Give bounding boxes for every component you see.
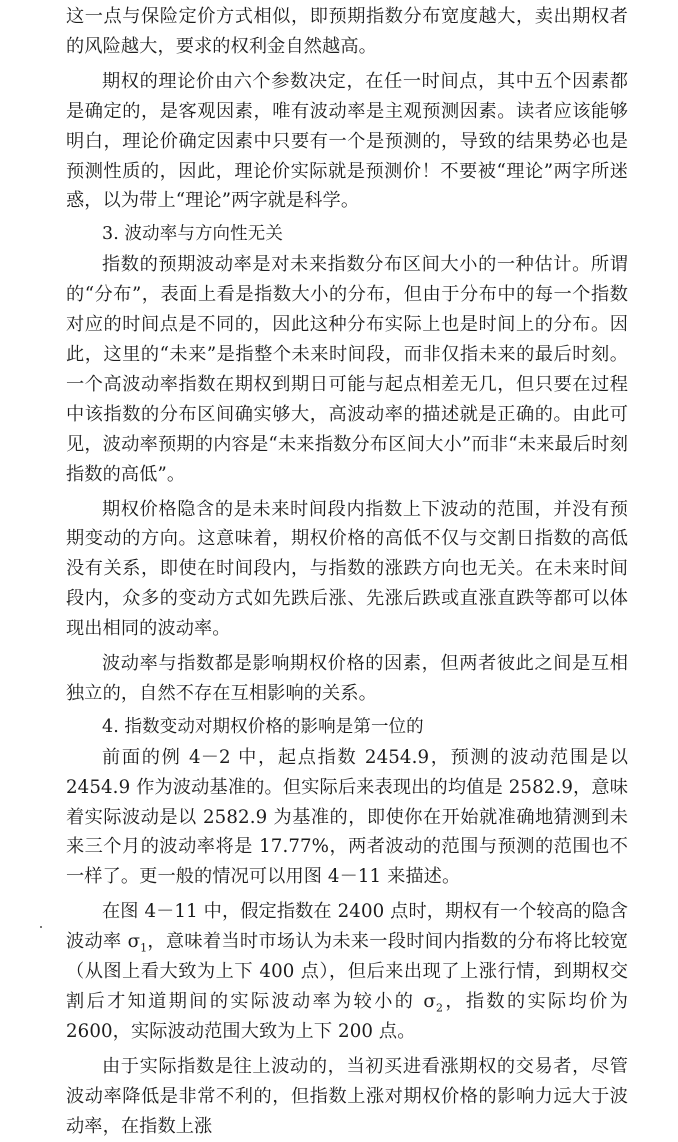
paragraph-expected-volatility: 指数的预期波动率是对未来指数分布区间大小的一种估计。所谓的“分布”，表面上看是指数大小的分布，但由于分布中的每一个指数对应的时间点是不同的，因此这种分布实际上也是时间上的分布。因此，这里的“未来”是指整个未来时间段，而非仅指未来的最后时刻。一个高波动率指数在期权到期日可能与起点相差无几，但只要在过程中该指数的分布区间确实够大，高波动率的描述就是正确的。由此可见，波动率预期的内容是“未来指数分布区间大小”而非“未来最后时刻指数的高低”。 [66,254,628,485]
scan-speck [40,926,42,928]
document-page [66,2,628,1142]
para8-text-b: ，意味着当时市场认为未来一段时间内指数的分布将比较宽（从图上看大致为上下 400 点），但后来出现了上涨行情，到期权交割后才知道期间的实际波动率为较小的 σ [66,931,628,1012]
paragraph-index-rise: 由于实际指数是往上波动的，当初买进看涨期权的交易者，尽管波动率降低是非常不利的，但指数上涨对期权价格的影响力远大于波动率，在指数上涨 [66,1055,628,1137]
paragraph-independence: 波动率与指数都是影响期权价格的因素，但两者彼此之间是互相独立的，自然不存在互相影响的关系。 [66,653,628,704]
paragraph-figure-4-11 [66,897,628,1047]
sigma-subscript-2: 2 [435,1001,444,1015]
sigma-subscript-1: 1 [140,941,148,955]
paragraph-implied-range: 期权价格隐含的是未来时间段内指数上下波动的范围，并没有预期变动的方向。这意味着，期权价格的高低不仅与交割日指数的高低没有关系，即使在时间段内，与指数的涨跌方向也无关。在未来时间段内，众多的变动方式如先跌后涨、先涨后跌或直涨直跌等都可以体现出相同的波动率。 [66,498,628,640]
paragraph-example-4-2: 前面的例 4－2 中，起点指数 2454.9，预测的波动范围是以 2454.9 作为波动基准的。但实际后来表现出的均值是 2582.9，意味着实际波动是以 2582.9 为基准的，即使你在开始就准确地猜测到未来三个月的波动率将是 17.77%，两者波动的范围与预测的范围也不一样了。更一般的情况可以用图 4－11 来描述。 [66,746,628,888]
paragraph-theoretical-price: 期权的理论价由六个参数决定，在任一时间点，其中五个因素都是确定的，是客观因素，唯有波动率是主观预测因素。读者应该能够明白，理论价确定因素中只要有一个是预测的，导致的结果势必也是预测性质的，因此，理论价实际就是预测价！不要被“理论”两字所迷惑，以为带上“理论”两字就是科学。 [66,70,628,212]
section-heading-3: 3. 波动率与方向性无关 [102,224,283,245]
paragraph-insurance-analogy: 这一点与保险定价方式相似，即预期指数分布宽度越大，卖出期权者的风险越大，要求的权利金自然越高。 [66,6,628,57]
para8-text-c: ，指数的实际均价为 2600，实际波动范围大致为上下 200 点。 [66,991,628,1042]
section-heading-4: 4. 指数变动对期权价格的影响是第一位的 [102,716,424,737]
para8-text-a: 在图 4－11 中，假定指数在 2400 点时，期权有一个较高的隐含波动率 σ [66,901,628,953]
